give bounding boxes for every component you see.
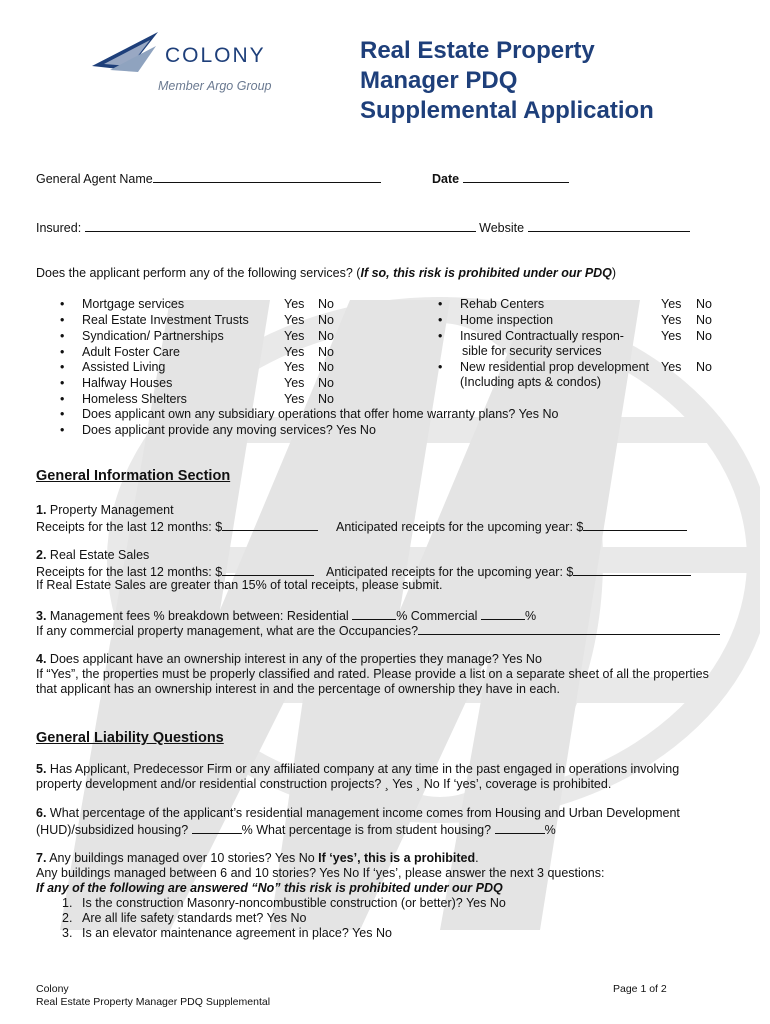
service-no[interactable]: No [696, 329, 712, 343]
service-no[interactable]: No [318, 376, 334, 390]
service-label: Rehab Centers [460, 297, 545, 311]
residential-percent-line[interactable] [352, 607, 396, 620]
service-yes[interactable]: Yes [661, 360, 682, 374]
bullet-icon: • [60, 329, 65, 343]
page-number: Page 1 of 2 [613, 983, 667, 995]
doc-title-line-3: Supplemental Application [360, 97, 654, 124]
commercial-percent-line[interactable] [481, 607, 525, 620]
bullet-icon: • [60, 392, 65, 406]
student-percent-line[interactable] [495, 821, 545, 834]
doc-title-line-2: Manager PDQ [360, 67, 518, 94]
agent-name-label: General Agent Name [36, 172, 153, 186]
services-question: Does the applicant perform any of the following services? (If so, this risk is prohibited under our PDQ) [36, 266, 617, 280]
q1-receipts: Receipts for the last 12 months: $ [36, 518, 318, 534]
service-yes[interactable]: Yes [661, 313, 682, 327]
q7-sub-number: 1. [62, 896, 73, 910]
bullet-icon: • [60, 297, 65, 311]
bullet-icon: • [438, 360, 443, 374]
general-liability-heading: General Liability Questions [36, 730, 224, 746]
services-prohibited-note: If so, this risk is prohibited under our PDQ [360, 266, 612, 280]
bullet-icon: • [60, 360, 65, 374]
warranty-question: Does applicant own any subsidiary operations that offer home warranty plans? Yes No [82, 407, 559, 421]
service-label: Home inspection [460, 313, 554, 327]
insured-label: Insured: [36, 221, 82, 235]
insured-field [36, 219, 690, 235]
service-yes[interactable]: Yes [284, 345, 305, 359]
bullet-icon: • [60, 423, 65, 437]
service-label: New residential prop development [460, 360, 649, 374]
moving-question: Does applicant provide any moving services? Yes No [82, 423, 376, 437]
q7-sub-number: 3. [62, 926, 73, 940]
general-information-heading: General Information Section [36, 468, 231, 484]
service-label: Adult Foster Care [82, 345, 180, 359]
q5-line2: property development and/or residential construction projects? ¸ Yes ¸ No If ‘yes’, coverage is prohibited. [36, 777, 612, 791]
service-label: Insured Contractually respon- [460, 329, 624, 343]
colony-logo-icon [90, 30, 160, 72]
bullet-icon: • [60, 376, 65, 390]
service-yes[interactable]: Yes [284, 376, 305, 390]
q7-sub-question: Is the construction Masonry-noncombustible construction (or better)? Yes No [82, 896, 506, 910]
service-no[interactable]: No [318, 329, 334, 343]
footer-doc-name: Real Estate Property Manager PDQ Supplemental [36, 996, 271, 1008]
q7-prohibited-note: If any of the following are answered “No” this risk is prohibited under our PDQ [36, 881, 503, 895]
q1-receipts-line[interactable] [222, 518, 318, 531]
bullet-icon: • [60, 313, 65, 327]
service-label: Syndication/ Partnerships [82, 329, 224, 343]
website-line[interactable] [528, 219, 690, 232]
service-no[interactable]: No [696, 360, 712, 374]
bullet-icon: • [60, 407, 65, 421]
service-yes[interactable]: Yes [284, 329, 305, 343]
service-no[interactable]: No [318, 345, 334, 359]
agent-name-field [36, 170, 381, 186]
q4-ownership: 4. Does applicant have an ownership interest in any of the properties they manage? Yes No [36, 652, 542, 666]
q7-sub-number: 2. [62, 911, 73, 925]
q5-line1: 5. Has Applicant, Predecessor Firm or any affiliated company at any time in the past engaged in operations involving [36, 762, 680, 776]
q2-title: 2. Real Estate Sales [36, 548, 150, 562]
service-yes[interactable]: Yes [284, 297, 305, 311]
q1-title: 1. Property Management [36, 503, 174, 517]
logo-tagline: Member Argo Group [158, 79, 272, 93]
q4-instruction-line2: that applicant has an ownership interest in and the percentage of ownership they have in each. [36, 682, 560, 696]
service-yes[interactable]: Yes [284, 392, 305, 406]
q2-anticipated: Anticipated receipts for the upcoming year: $ [326, 563, 691, 579]
q3-occupancies: If any commercial property management, what are the Occupancies? [36, 622, 720, 638]
service-no[interactable]: No [318, 297, 334, 311]
q1-anticipated: Anticipated receipts for the upcoming year: $ [336, 518, 687, 534]
service-yes[interactable]: Yes [284, 360, 305, 374]
service-no[interactable]: No [318, 313, 334, 327]
q2-receipts: Receipts for the last 12 months: $ [36, 563, 314, 579]
service-no[interactable]: No [696, 313, 712, 327]
q2-anticipated-line[interactable] [573, 563, 691, 576]
q7-line1: 7. Any buildings managed over 10 stories? Yes No If ‘yes’, this is a prohibited. [36, 851, 479, 865]
insured-line[interactable] [85, 219, 476, 232]
bullet-icon: • [438, 329, 443, 343]
service-no[interactable]: No [318, 392, 334, 406]
service-no[interactable]: No [318, 360, 334, 374]
service-label: Homeless Shelters [82, 392, 187, 406]
bullet-icon: • [438, 297, 443, 311]
hud-percent-line[interactable] [192, 821, 242, 834]
q2-note: If Real Estate Sales are greater than 15% of total receipts, please submit. [36, 578, 443, 592]
service-label: Halfway Houses [82, 376, 173, 390]
q4-instruction-line1: If “Yes”, the properties must be properly classified and rated. Please provide a list on a separate sheet of all the properties [36, 667, 709, 681]
logo-brand: COLONY [165, 44, 266, 67]
q3-fees: 3. Management fees % breakdown between: Residential % Commercial % [36, 609, 537, 623]
service-label-continued: sible for security services [462, 344, 602, 358]
footer-company: Colony [36, 983, 69, 995]
q6-line2: (HUD)/subsidized housing? % What percentage is from student housing? % [36, 823, 556, 837]
service-yes[interactable]: Yes [284, 313, 305, 327]
website-label: Website [479, 221, 525, 235]
bullet-icon: • [438, 313, 443, 327]
q1-anticipated-line[interactable] [583, 518, 687, 531]
q7-sub-question: Are all life safety standards met? Yes No [82, 911, 307, 925]
service-no[interactable]: No [696, 297, 712, 311]
occupancies-line[interactable] [418, 622, 720, 635]
service-label: Assisted Living [82, 360, 166, 374]
service-yes[interactable]: Yes [661, 329, 682, 343]
date-line[interactable] [463, 170, 569, 183]
bullet-icon: • [60, 345, 65, 359]
service-label: Real Estate Investment Trusts [82, 313, 249, 327]
q7-line2: Any buildings managed between 6 and 10 stories? Yes No If ‘yes’, please answer the next 3 questions: [36, 866, 605, 880]
q7-sub-question: Is an elevator maintenance agreement in place? Yes No [82, 926, 392, 940]
date-field [432, 170, 569, 186]
service-yes[interactable]: Yes [661, 297, 682, 311]
q6-line1: 6. What percentage of the applicant’s residential management income comes from Housing and Urban Development [36, 806, 680, 820]
date-label: Date [432, 172, 460, 186]
doc-title-line-1: Real Estate Property [360, 37, 595, 64]
agent-name-line[interactable] [153, 170, 381, 183]
service-label: Mortgage services [82, 297, 185, 311]
service-label-continued: (Including apts & condos) [460, 375, 602, 389]
q2-receipts-line[interactable] [222, 563, 314, 576]
